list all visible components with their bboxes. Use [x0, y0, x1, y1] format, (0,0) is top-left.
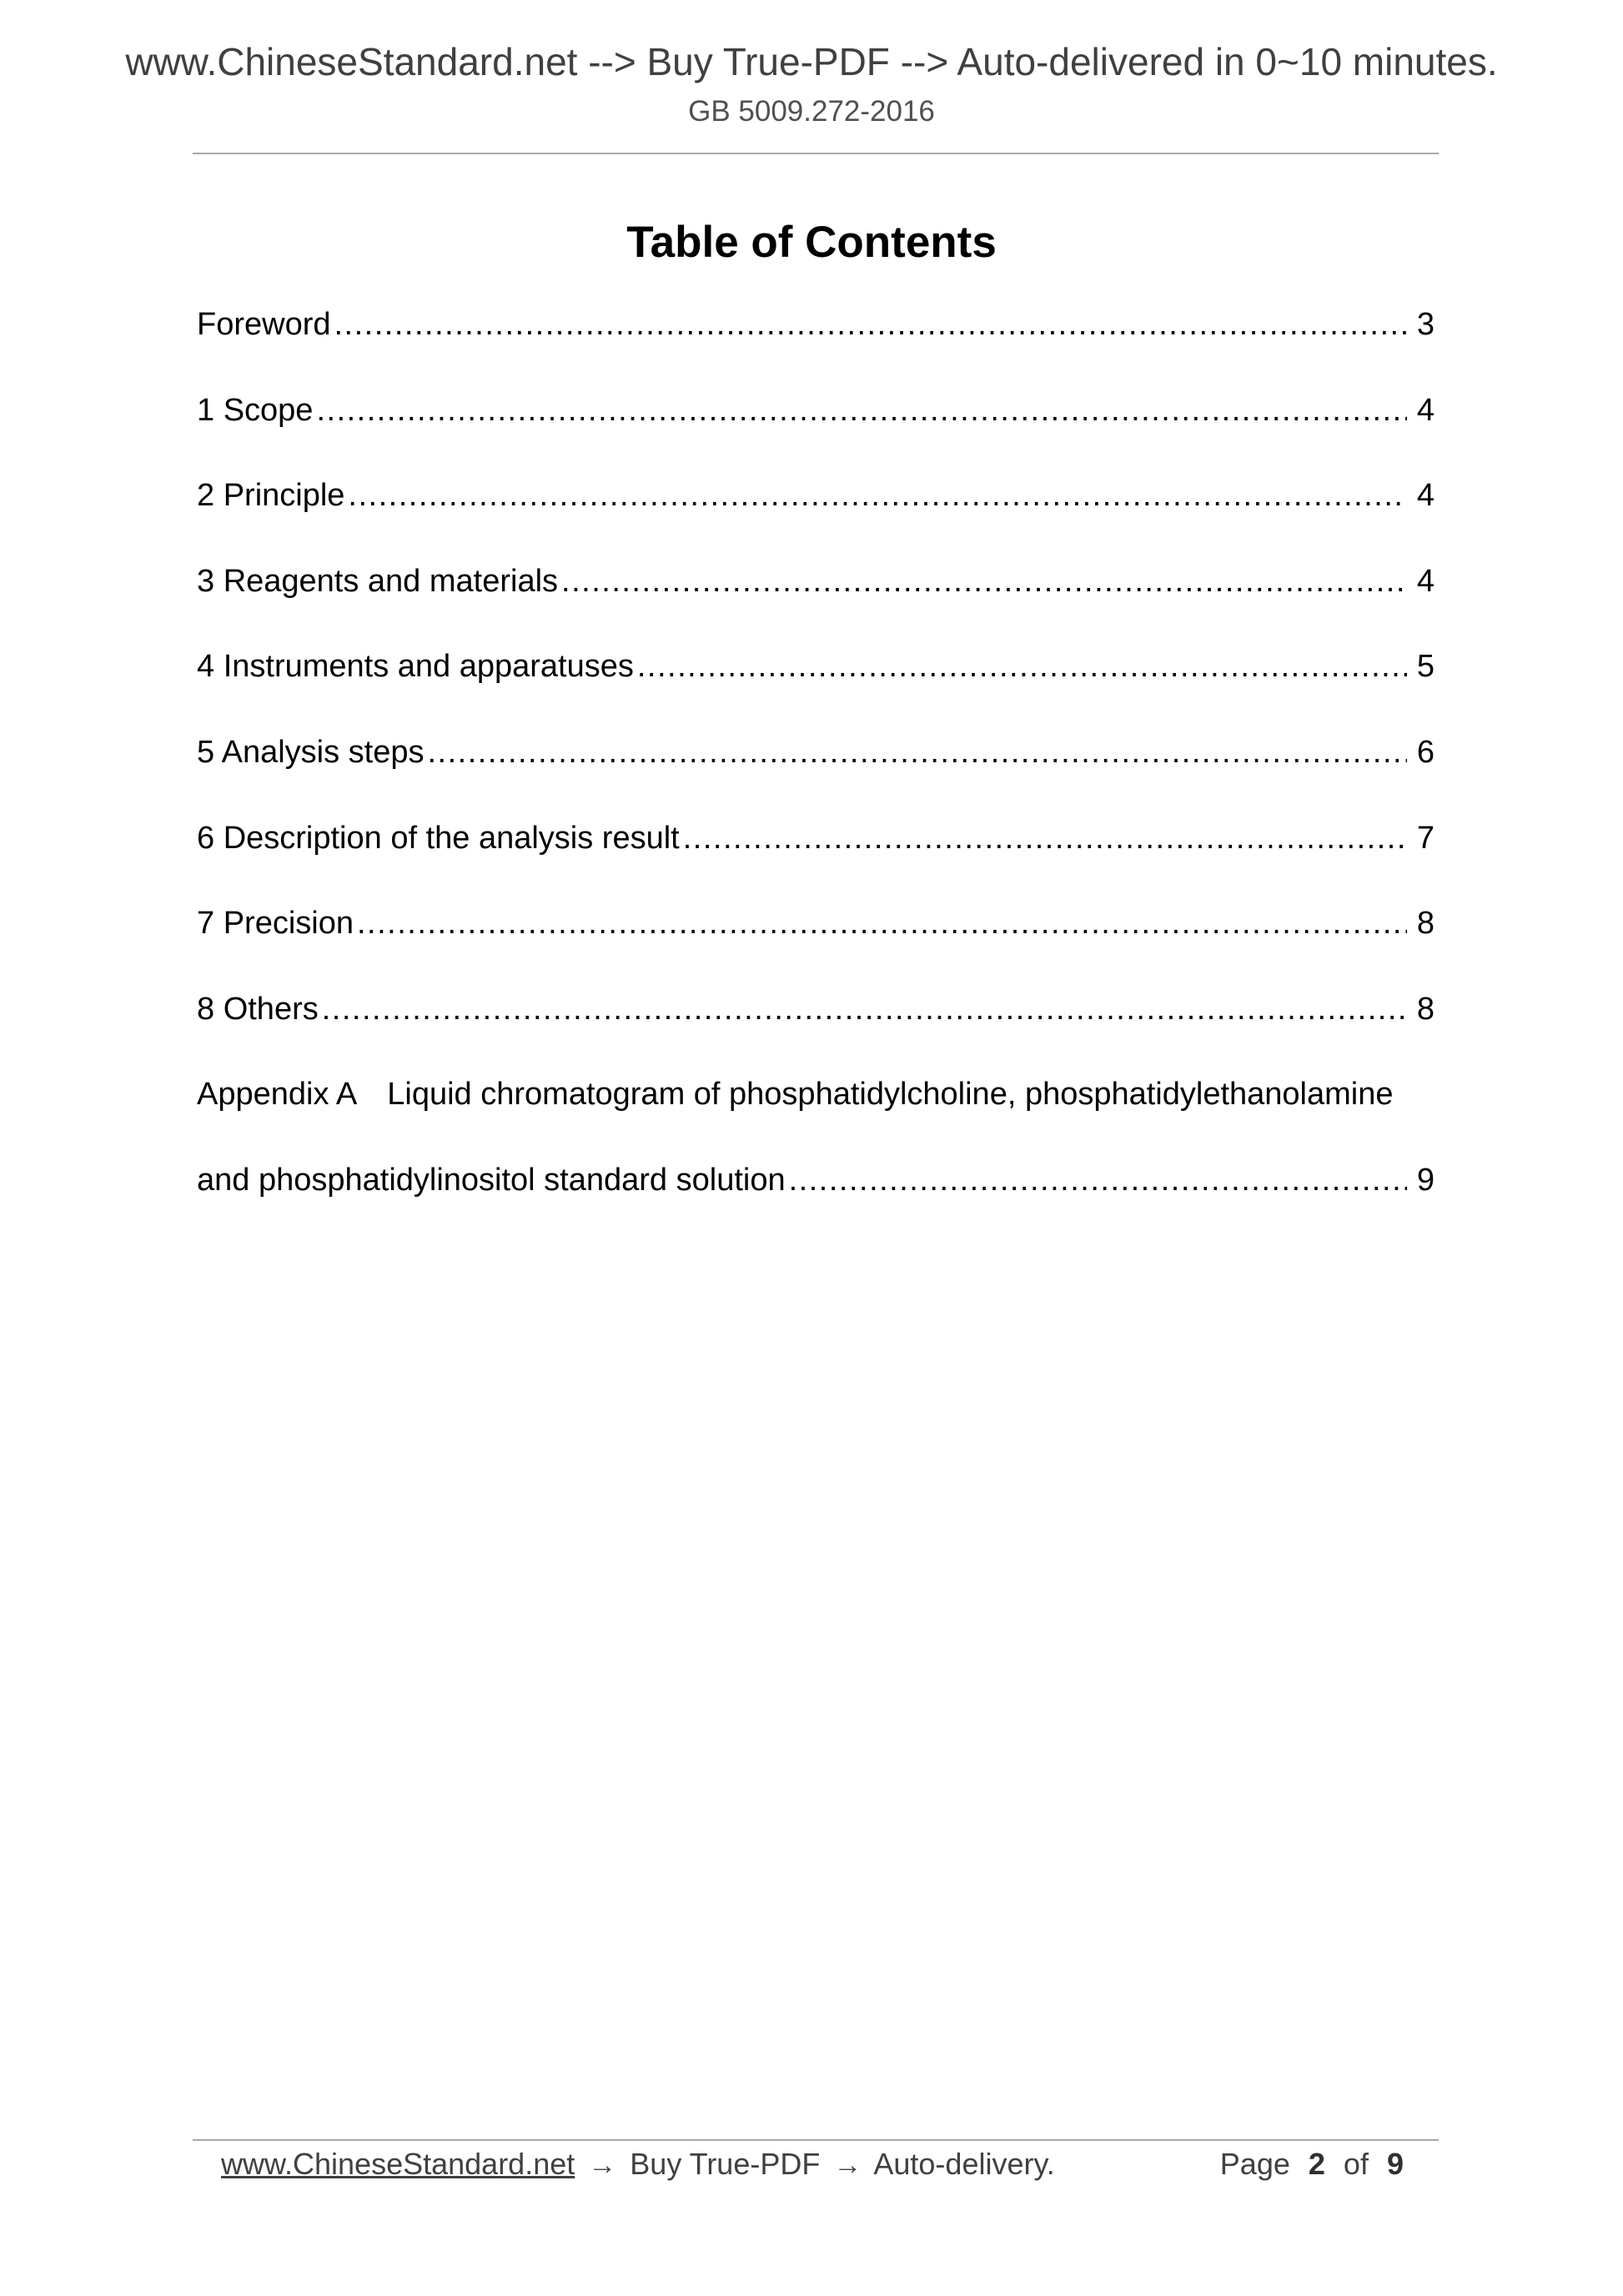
- toc-entry-instruments[interactable]: [197, 649, 1435, 735]
- toc-entry-appendix-a[interactable]: [197, 1077, 1435, 1163]
- toc-entry-analysis-steps[interactable]: [197, 735, 1435, 821]
- toc-entry-page: 7: [1416, 820, 1435, 856]
- toc-entry-label: 5 Analysis steps: [197, 734, 425, 770]
- toc-entry-scope[interactable]: [197, 393, 1435, 479]
- header-banner: www.ChineseStandard.net --> Buy True-PDF --> Auto-delivered in 0~10 minutes.: [125, 40, 1498, 83]
- arrow-right-icon: →: [588, 2149, 617, 2181]
- footer-left: [221, 2143, 1055, 2186]
- toc-entry-precision[interactable]: [197, 906, 1435, 992]
- toc-appendix-line1: [197, 1077, 1394, 1113]
- toc-entry-label: 7 Precision: [197, 906, 354, 942]
- page-total: 9: [1386, 2147, 1404, 2181]
- toc-leader-dots: [561, 564, 1407, 600]
- toc-entry-page: 9: [1416, 1162, 1435, 1198]
- toc-leader-dots: [316, 393, 1406, 429]
- toc-entry-principle[interactable]: [197, 478, 1435, 564]
- toc-leader-dots: [334, 307, 1407, 343]
- appendix-prefix: Appendix A: [197, 1077, 358, 1113]
- footer-site-link[interactable]: www.ChineseStandard.net: [221, 2147, 575, 2181]
- toc-leader-dots: [357, 906, 1407, 942]
- footer-delivery-text: Auto-delivery.: [873, 2147, 1055, 2181]
- toc-entry-label: 6 Description of the analysis result: [197, 820, 680, 856]
- toc-entry-page: 8: [1416, 991, 1435, 1027]
- page-of: of: [1343, 2147, 1369, 2181]
- toc-leader-dots: [789, 1163, 1407, 1198]
- toc-entry-page: 4: [1416, 563, 1435, 599]
- table-of-contents: [197, 307, 1435, 1248]
- toc-entry-page: 4: [1416, 478, 1435, 514]
- toc-entry-page: 4: [1416, 392, 1435, 428]
- toc-entry-foreword[interactable]: [197, 307, 1435, 393]
- header-divider: [193, 153, 1439, 154]
- toc-leader-dots: [637, 649, 1407, 685]
- page-indicator: [1220, 2143, 1414, 2185]
- footer-buy-text: Buy True-PDF: [630, 2147, 821, 2181]
- toc-entry-label: Foreword: [197, 307, 331, 342]
- toc-entry-result-description[interactable]: [197, 821, 1435, 907]
- toc-entry-label: 3 Reagents and materials: [197, 563, 559, 599]
- page-current: 2: [1308, 2147, 1325, 2181]
- toc-entry-page: 6: [1416, 734, 1435, 770]
- toc-leader-dots: [683, 821, 1407, 857]
- footer-divider: [193, 2139, 1439, 2141]
- appendix-title-line2: and phosphatidylinositol standard solution: [197, 1162, 786, 1198]
- toc-entry-page: 5: [1416, 649, 1435, 685]
- page-label: Page: [1219, 2147, 1290, 2181]
- toc-entry-appendix-a-cont[interactable]: [197, 1163, 1435, 1248]
- page-footer: [221, 2143, 1414, 2186]
- toc-leader-dots: [427, 735, 1406, 771]
- appendix-title-line1: Liquid chromatogram of phosphatidylcholine, phosphatidylethanolamine: [387, 1077, 1394, 1113]
- toc-entry-page: 8: [1416, 906, 1435, 942]
- toc-entry-others[interactable]: [197, 992, 1435, 1078]
- toc-entry-reagents[interactable]: [197, 564, 1435, 650]
- toc-entry-label: 1 Scope: [197, 392, 314, 428]
- toc-entry-label: 4 Instruments and apparatuses: [197, 649, 634, 685]
- toc-leader-dots: [322, 992, 1407, 1027]
- toc-entry-label: 2 Principle: [197, 478, 345, 514]
- standard-code: GB 5009.272-2016: [688, 95, 935, 128]
- toc-title: Table of Contents: [626, 218, 997, 267]
- toc-entry-label: 8 Others: [197, 991, 319, 1027]
- toc-leader-dots: [348, 478, 1406, 514]
- arrow-right-icon: →: [833, 2149, 862, 2181]
- toc-entry-page: 3: [1416, 307, 1435, 342]
